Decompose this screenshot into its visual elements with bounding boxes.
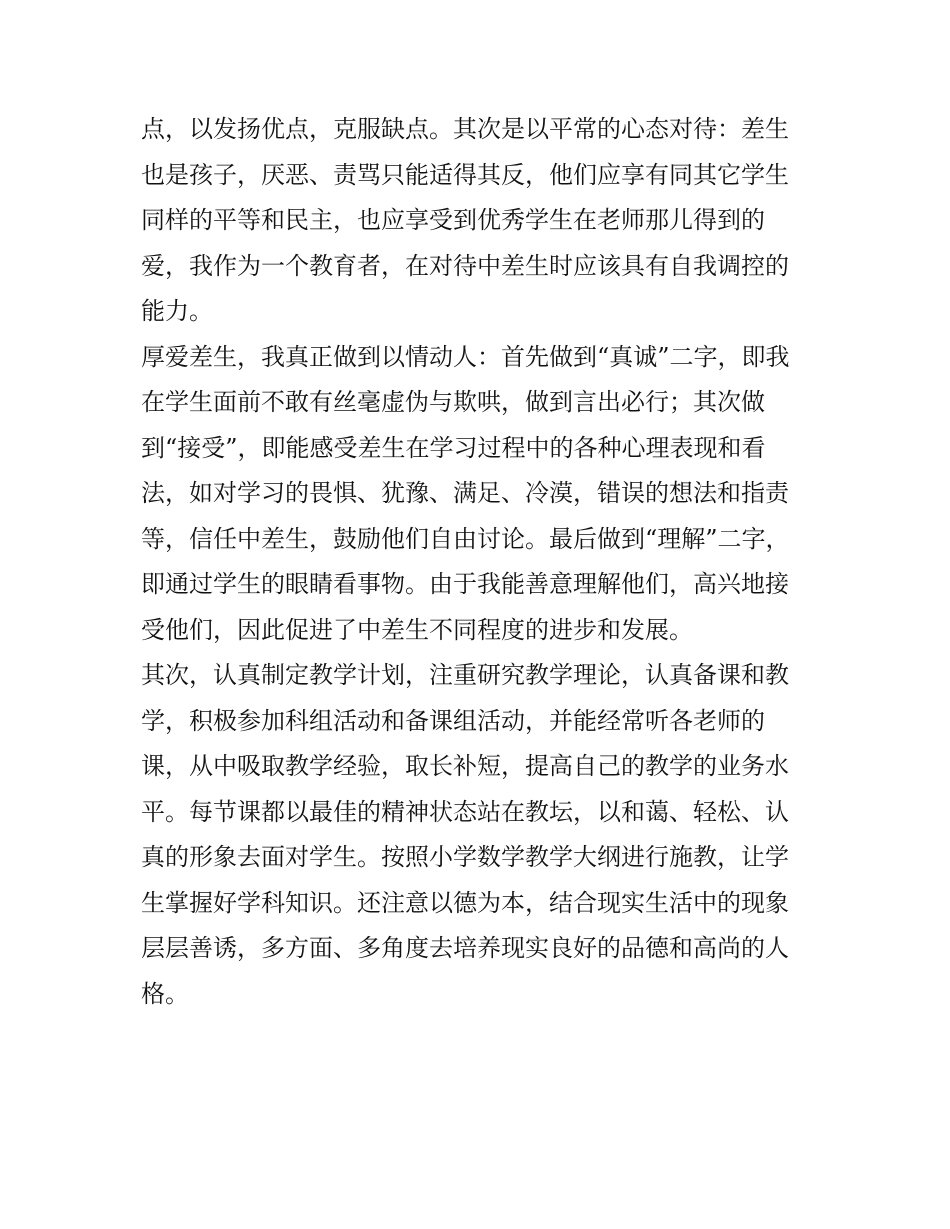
text-line: 到“接受”，即能感受差生在学习过程中的各种心理表现和看	[141, 433, 766, 462]
text-line: 真的形象去面对学生。按照小学数学教学大纲进行施教，让学	[141, 843, 789, 871]
text-line: 受他们，因此促进了中差生不同程度的进步和发展。	[141, 615, 693, 644]
text-line: 能力。	[141, 297, 213, 325]
text-line: 课，从中吸取教学经验，取长补短，提高自己的教学的业务水	[141, 752, 789, 780]
text-line: 厚爱差生，我真正做到以情动人：首先做到“真诚”二字，即我	[141, 342, 790, 371]
text-line: 同样的平等和民主，也应享受到优秀学生在老师那儿得到的	[141, 206, 765, 234]
text-line: 其次，认真制定教学计划，注重研究教学理论，认真备课和教	[141, 661, 789, 689]
text-line: 平。每节课都以最佳的精神状态站在教坛，以和蔼、轻松、认	[141, 797, 789, 826]
text-line: 也是孩子，厌恶、责骂只能适得其反，他们应享有同其它学生	[141, 160, 789, 189]
text-line: 在学生面前不敢有丝毫虚伪与欺哄，做到言出必行；其次做	[141, 388, 765, 416]
text-line: 层层善诱，多方面、多角度去培养现实良好的品德和高尚的人	[141, 934, 789, 962]
body-text	[141, 107, 816, 1017]
text-line: 即通过学生的眼睛看事物。由于我能善意理解他们，高兴地接	[141, 570, 789, 598]
text-line: 格。	[141, 979, 189, 1008]
text-line: 等，信任中差生，鼓励他们自由讨论。最后做到“理解”二字，	[141, 524, 790, 553]
text-line: 生掌握好学科知识。还注意以德为本，结合现实生活中的现象	[141, 888, 789, 917]
text-line: 学，积极参加科组活动和备课组活动，并能经常听各老师的	[141, 706, 765, 735]
text-line: 法，如对学习的畏惧、犹豫、满足、冷漠，错误的想法和指责	[141, 479, 789, 507]
text-line: 爱，我作为一个教育者，在对待中差生时应该具有自我调控的	[141, 251, 789, 280]
text-line: 点，以发扬优点，克服缺点。其次是以平常的心态对待：差生	[141, 115, 789, 143]
